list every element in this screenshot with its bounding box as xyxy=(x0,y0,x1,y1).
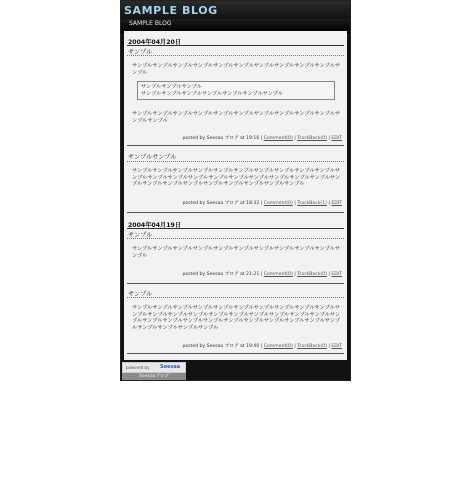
header xyxy=(121,1,350,33)
subnav-bar xyxy=(121,19,350,30)
blog-footer xyxy=(121,361,350,380)
posted-by: posted by Seesaa ブログ at 21:21 | xyxy=(182,272,263,277)
seesaa-logo: Seesaa xyxy=(160,364,181,370)
trackback-link[interactable]: TrackBack(1) xyxy=(297,201,327,206)
blog-frame xyxy=(120,0,351,381)
trackback-link[interactable]: TrackBack(0) xyxy=(297,272,327,277)
title-divider xyxy=(127,161,344,162)
posted-by: posted by Seesaa ブログ at 18:32 | xyxy=(182,201,263,206)
powered-by-label: powered by xyxy=(126,365,150,370)
entry-body: サンプルサンプルサンプルサンプルサンプルサンプルサンプルサンプルサンプルサンプルサンプル xyxy=(132,246,341,259)
title-divider xyxy=(127,55,344,56)
date-divider xyxy=(127,45,344,46)
site-title[interactable]: SAMPLE BLOG xyxy=(124,4,218,17)
trackback-link[interactable]: TrackBack(0) xyxy=(297,136,327,141)
posted-by: posted by Seesaa ブログ at 19:40 | xyxy=(182,344,263,349)
comment-link[interactable]: Comment(0) xyxy=(263,344,293,349)
edit-link[interactable]: EDIT xyxy=(331,344,342,349)
title-divider xyxy=(127,297,344,298)
entry-title[interactable]: サンプル xyxy=(128,232,153,239)
edit-link[interactable]: EDIT xyxy=(331,272,342,277)
posted-by: posted by Seesaa ブログ at 19:16 | xyxy=(182,136,263,141)
entry-date: 2004年04月20日 xyxy=(128,39,182,46)
entry-footer: posted by Seesaa ブログ at 21:21 | Comment(0) | TrackBack(0) | EDIT xyxy=(182,272,342,277)
entry-date: 2004年04月19日 xyxy=(128,222,182,229)
entry-footer: posted by Seesaa ブログ at 18:32 | Comment(0) | TrackBack(1) | EDIT xyxy=(182,201,342,206)
seesaa-blog-link[interactable]: Seesaaブログ xyxy=(122,373,186,380)
title-divider xyxy=(127,238,344,239)
entry-body: サンプルサンプルサンプルサンプルサンプルサンプルサンプルサンプルサンプルサンプルサンプルサンプルサンプルサンプルサンプルサンプルサンプルサンプルサンプルサンプルサンプルサンプルサンプルサンプルサンプルサンプルサンプルサンプルサンプルサンプルサンプルサンプルサンプルサンプルサンプル xyxy=(132,305,341,331)
edit-link[interactable]: EDIT xyxy=(331,136,342,141)
entry-body: サンプルサンプルサンプルサンプルサンプルサンプルサンプルサンプルサンプルサンプルサンプルサンプル xyxy=(132,111,341,124)
edit-link[interactable]: EDIT xyxy=(331,201,342,206)
entry-title[interactable]: サンプル xyxy=(128,49,153,56)
entry-body: サンプルサンプルサンプルサンプルサンプルサンプルサンプルサンプルサンプルサンプルサンプル xyxy=(132,63,341,76)
date-divider xyxy=(127,228,344,229)
entry-separator xyxy=(127,283,344,284)
main-content xyxy=(124,31,347,360)
subnav-title[interactable]: SAMPLE BLOG xyxy=(129,20,172,27)
entry-footer: posted by Seesaa ブログ at 19:16 | Comment(0) | TrackBack(0) | EDIT xyxy=(182,136,342,141)
entry-separator xyxy=(127,145,344,146)
comment-link[interactable]: Comment(0) xyxy=(263,136,293,141)
entry-separator xyxy=(127,353,344,354)
entry-body: サンプルサンプルサンプルサンプルサンプルサンプルサンプルサンプルサンプルサンプルサンプルサンプルサンプルサンプルサンプルサンプルサンプルサンプルサンプルサンプルサンプルサンプルサンプルサンプルサンプルサンプルサンプルサンプルサンプル xyxy=(132,168,341,187)
comment-link[interactable]: Comment(0) xyxy=(263,272,293,277)
entry-footer: posted by Seesaa ブログ at 19:40 | Comment(0) | TrackBack(0) | EDIT xyxy=(182,344,342,349)
quote-text: サンプルサンプルサンプル サンプルサンプルサンプルサンプルサンプルサンプルサンプル xyxy=(141,84,283,97)
comment-link[interactable]: Comment(0) xyxy=(263,201,293,206)
quote-box xyxy=(137,81,335,100)
entry-separator xyxy=(127,212,344,213)
powered-by-badge[interactable] xyxy=(122,362,186,373)
entry-title[interactable]: サンプル xyxy=(128,291,153,298)
entry-title[interactable]: サンプルサンプル xyxy=(128,154,177,161)
trackback-link[interactable]: TrackBack(0) xyxy=(297,344,327,349)
